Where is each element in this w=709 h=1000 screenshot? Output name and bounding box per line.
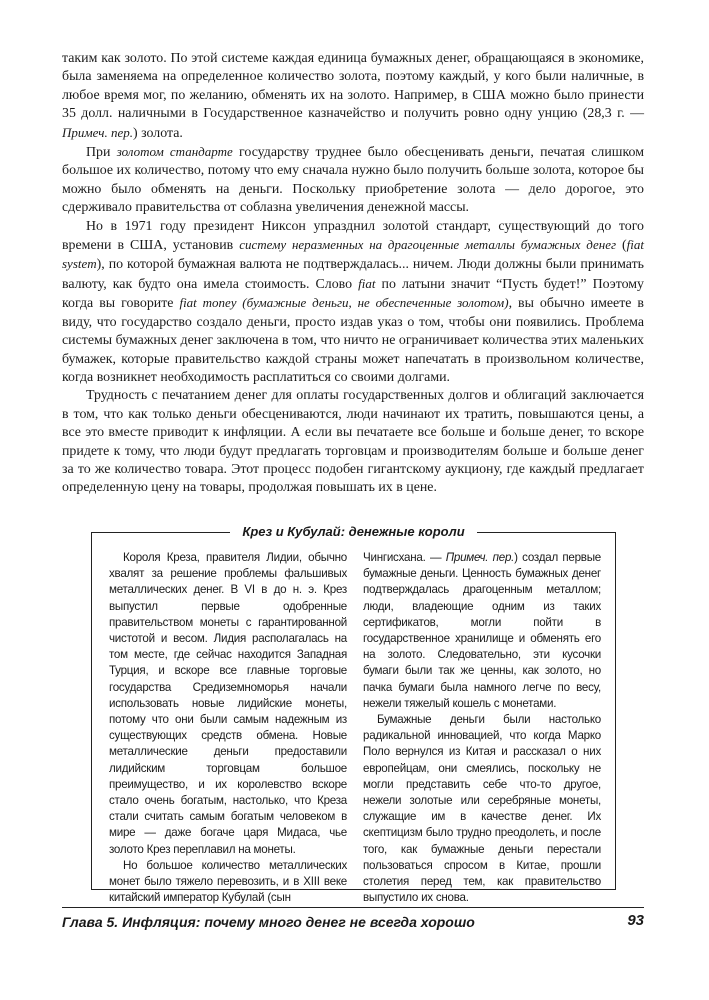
sidebar-left-column xyxy=(109,550,347,906)
term-fiat-money: fiat money (бумажные деньги, не обеспеченные золотом) xyxy=(179,295,509,311)
page-number: 93 xyxy=(627,912,644,929)
sidebar-box xyxy=(91,524,616,905)
footer-divider xyxy=(62,907,644,908)
paragraph-gold-standard: При золотом стандарте государству труднее было обесценивать деньги, печатая слишком большое их количество, потому что ему сначала нужно было получить больше золота, которое бы можно было обменять на деньги. Поскольку приобретение золота — дело дорогое, это сдерживало правительства от соблазна увеличения денежной массы. xyxy=(62,144,644,216)
term-fiat-system-ru: систему неразменных на драгоценные металлы бумажных денег xyxy=(239,237,617,253)
sidebar-right-column xyxy=(363,550,601,906)
sidebar-title: Крез и Кубулай: денежные короли xyxy=(230,523,476,541)
paragraph-gold-exchange: таким как золото. По этой системе каждая единица бумажных денег, обращающаяся в экономике, была заменяема на определенное количество золота, поэтому каждый, у кого были наличные, в любое время мог, по желанию, обменять их на золото. Например, в США можно было принести 35 долл. наличными в Государственное казначейство и получить ровно одну унцию (28,3 г. — Примеч. пер.) золота. xyxy=(62,51,644,141)
term-gold-standard: золотом стандарте xyxy=(116,144,233,160)
chapter-title: Глава 5. Инфляция: почему много денег не всегда хорошо xyxy=(62,914,475,930)
sidebar-paragraph-croesus: Короля Креза, правителя Лидии, обычно хвалят за решение проблемы фальшивых металлических денег. В VI в до н. э. Крез выпустил первые одобренные правительством монеты с гарантированной чистотой и весом. Лидия располагалась на том месте, где сейчас находится Западная Турция, и вскоре все главные торговые государства Средиземноморья начали использовать новые лидийские монеты, потому что они были самым надежным из существующих средств обмена. Новые металлические деньги предоставили лидийским торговцам большое преимущество, и их королевство вскоре стало очень богатым, настолько, что Креза стали считать самым богатым человеком в мире — даже богаче царя Мидаса, чье золото Крез переплавил на монеты. xyxy=(109,551,347,856)
translator-note: Примеч. пер. xyxy=(62,124,134,140)
main-body-text xyxy=(62,50,644,498)
sidebar-paragraph-kublai: Но большое количество металлических монет было тяжело перевозить, и в XIII веке китайский император Кубулай (сын xyxy=(109,858,347,905)
term-fiat: fiat xyxy=(358,275,376,291)
sidebar-paragraph-marco-polo: Бумажные деньги были настолько радикальной инновацией, что когда Марко Поло вернулся из Китая и рассказал о них европейцам, они смеялись, поскольку не могли представить себе что-то другое, нежели золотые или серебряные монеты, служащие им в качестве денег. Их скептицизм было трудно преодолеть, и после того, как бумажные деньги перестали пользоваться спросом в Китае, прошли столетия перед тем, как правительство выпустило их снова. xyxy=(363,713,601,905)
translator-note: Примеч. пер. xyxy=(445,551,515,564)
paragraph-inflation: Трудность с печатанием денег для оплаты государственных долгов и облигаций заключается в том, что как только деньги обесцениваются, люди начинают их тратить, повышаются цены, а все это вместе приводит к инфляции. А если вы печатаете все больше и больше денег, то вскоре придете к тому, что люди будут предлагать торговцам и производителям больше и больше денег за то же количество товара. Этот процесс подобен гигантскому аукциону, где каждый предлагает определенную цену на товары, продолжая повышать их в цене. xyxy=(62,388,644,496)
sidebar-paragraph-paper-money: Чингисхана. — Примеч. пер.) создал первые бумажные деньги. Ценность бумажных денег подтверждалась драгоценным металлом; люди, владеющие одним из таких сертификатов, могли пойти в государственное хранилище и обменять его на золото. Следовательно, эти кусочки бумаги были так же ценны, как золото, но пачка бумаги была намного легче по весу, нежели тяжелый кошель с монетами. xyxy=(363,551,601,710)
paragraph-nixon-fiat: Но в 1971 году президент Никсон упразднил золотой стандарт, существующий до того времени в США, установив систему неразменных на драгоценные металлы бумажных денег (fiat system), по которой бумажная валюта не подтверждалась... ничем. Люди должны были принимать валюту, как будто она имела стоимость. Слово fiat по латыни значит “Пусть будет!” Поэтому когда вы говорите fiat money (бумажные деньги, не обеспеченные золотом), вы обычно имеете в виду, что государство создало деньги, просто издав указ о том, чтобы они появились. Проблема системы бумажных денег заключена в том, что ничто не ограничивает количества этих маленьких бумажек, которые правительство каждой страны может напечатать в произвольном количестве, когда возникнет необходимость расплатиться со своими долгами. xyxy=(62,218,645,385)
term-fiat-system: fiat system xyxy=(62,237,645,272)
